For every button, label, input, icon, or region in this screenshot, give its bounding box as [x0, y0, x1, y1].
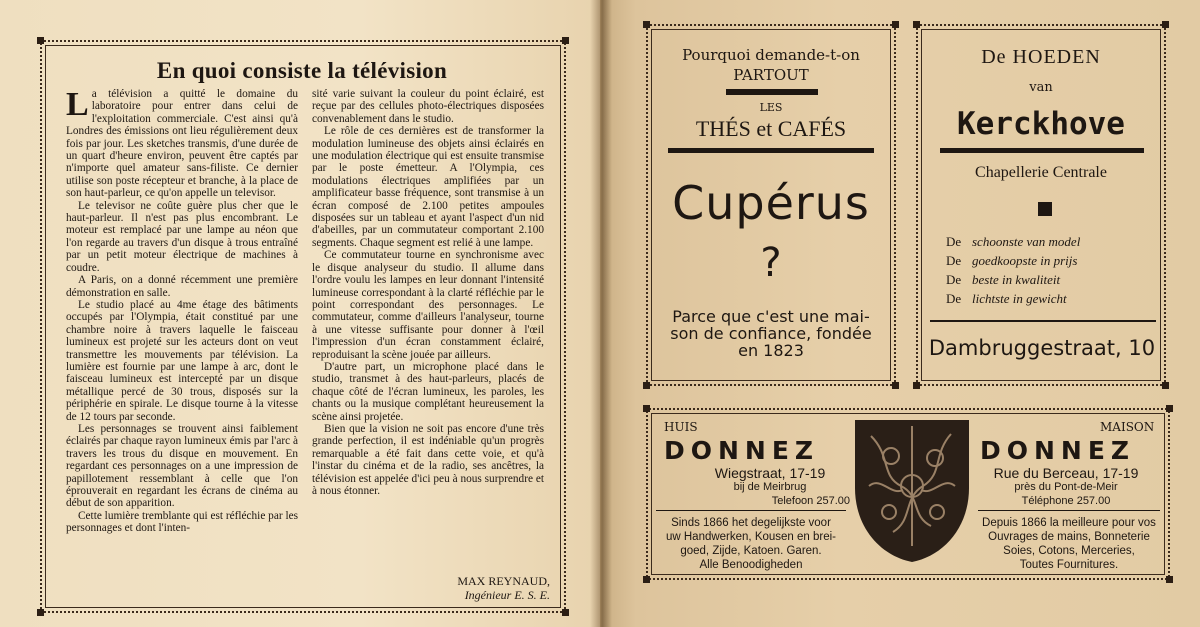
border-corner [37, 609, 44, 616]
cuperus-tagline: Parce que c'est une mai- son de confiance, fondée en 1823 [670, 307, 872, 360]
border-corner [913, 21, 920, 28]
cuperus-rule [726, 89, 818, 95]
border-corner [643, 382, 650, 389]
donnez-left-description: Sinds 1866 het degelijkste voor uw Handwerken, Kousen en brei- goed, Zijde, Katoen. Garen. Alle Benoodigheden [665, 517, 837, 571]
list-item: De beste in kwaliteit [946, 272, 1061, 287]
article-paragraph: Ce commutateur tourne en synchronisme avec le disque analyseur du studio. Il allume dans l'ordre voulu les lampes en leur donnant l'intensité lumineuse correspondant à la clarté réfléchie par le point correspondant des personnages. Le commutateur, comme d'ailleurs l'analyseur, tourne à une vitesse suffisante pour donner à l'œil l'impression d'un écran constamment éclairé, reproduisant la scène jouée par ailleurs. [312, 249, 544, 361]
border-corner [892, 382, 899, 389]
kerckhove-line-1: De HOEDEN [981, 46, 1101, 68]
article-title: En quoi consiste la télévision [156, 58, 448, 83]
list-item: De lichtste in gewicht [946, 291, 1067, 306]
border-corner [1162, 382, 1169, 389]
author-name: MAX REYNAUD, [457, 574, 550, 588]
kerckhove-subtitle: Chapellerie Centrale [975, 164, 1107, 181]
list-item: De goedkoopste in prijs [946, 253, 1078, 268]
border-corner [37, 37, 44, 44]
article-paragraph: sité varie suivant la couleur du point éclairé, est reçue par des cellules photo-électriques disposées convenablement dans le studio. [312, 88, 544, 125]
drop-cap: L [66, 86, 89, 123]
cuperus-line-4: THÉS et CAFÉS [695, 116, 847, 141]
article-paragraph: Le televisor ne coûte guère plus cher que le haut-parleur. Il n'est pas plus encombrant. Le moteur est remplacé par une lampe au néon que l'on regarde au travers d'un disque à trous entraîné par un petit moteur électrique de machines à coudre. [66, 199, 298, 274]
border-corner [643, 405, 650, 412]
kerckhove-line-2: van [1029, 80, 1053, 95]
article-paragraph: Le rôle de ces dernières est de transformer la modulation lumineuse des objets ainsi éclairés en une modulation électrique qui est ensuite transmise par le poste émetteur. A l'Olympia, ces modulations électriques amplifiées par un amplificateur basse fréquence, sont transmise à un écran composé de 2.100 petites ampoules disposées sur un tableau et ayant l'aspect d'un nid d'abeilles, par un commutateur comportant 2.100 segments. Chaque segment est relié à une lampe. [312, 125, 544, 249]
article-paragraph: Bien que la vision ne soit pas encore d'une très grande perfection, il est indéniable qu'un progrès remarquable a été fait dans cette voie, et qu'à l'instar du cinéma et de la radio, ses ancêtres, la télévision est appelée d'ici peu à nous surprendre et à nous étonner. [312, 422, 544, 497]
kerckhove-address: Dambruggestraat, 10 [928, 336, 1156, 360]
donnez-left-name: DONNEZ [664, 436, 820, 465]
kerckhove-qualities [946, 232, 1080, 308]
author-role: Ingénieur E. S. E. [464, 588, 550, 602]
cuperus-rule [668, 148, 874, 153]
border-corner [1162, 21, 1169, 28]
cuperus-line-3: LES [759, 101, 783, 114]
border-corner [913, 382, 920, 389]
border-corner [1166, 405, 1173, 412]
kerckhove-square [1038, 202, 1052, 216]
kerckhove-rule [940, 148, 1144, 153]
border-corner [562, 37, 569, 44]
article-paragraph: La télévision a quitté le domaine du laboratoire pour entrer dans celui de l'exploitation commerciale. C'est ainsi qu'à Londres des émissions ont lieu régulièrement deux fois par jour. Les sketches transmis, d'une durée de un quart d'heure environ, peuvent être captés par n'importe quel amateur sans-filiste. Ce dernier utilise son poste récepteur et branche, à la place de son haut-parleur, ce qu'on appelle un televisor. [66, 86, 298, 200]
border-corner [1166, 576, 1173, 583]
article-paragraph: D'autre part, un microphone placé dans le studio, transmet à des haut-parleurs, placés de chaque côté de l'écran lumineux, les paroles, les chants ou la musique complétant heureusement la scène ainsi projetée. [312, 360, 544, 423]
border-corner [562, 609, 569, 616]
article-column-2 [312, 88, 544, 497]
book-spine [590, 0, 612, 627]
ornament-emblem [851, 416, 973, 564]
donnez-right-address: Rue du Berceau, 17-19 près du Pont-de-Meir Téléphone 257.00 [993, 465, 1139, 507]
cuperus-line-1: Pourquoi demande-t-on [682, 46, 860, 64]
article-paragraph: Le studio placé au 4me étage des bâtiments occupés par l'Olympia, était constitué par une chambre noire à travers laquelle le faisceau lumineux est projeté sur les acteurs dont on veut transmettre les mouvements par télévision. La lumière est fournie par une lampe à arc, dont le faisceau lumineux est intercepté par un disque métallique percé de 30 trous, disposés sur la périphérie en spirale. Le disque tourne à la vitesse de 12 tours par seconde. [66, 298, 298, 423]
list-item: De schoonste van model [946, 234, 1081, 249]
border-corner [643, 21, 650, 28]
donnez-right-label: MAISON [1100, 420, 1155, 434]
donnez-right-name: DONNEZ [980, 436, 1136, 465]
kerckhove-rule [930, 320, 1156, 322]
article-column-1 [66, 88, 298, 535]
donnez-left-label: HUIS [664, 420, 698, 434]
cuperus-brand: Cupérus [672, 176, 870, 230]
article-paragraph: Cette lumière tremblante qui est réfléchie par les personnages et dont l'inten- [66, 509, 298, 535]
donnez-rule [978, 510, 1160, 511]
article-signature [400, 574, 550, 602]
cuperus-line-2: PARTOUT [733, 66, 809, 84]
donnez-left-address: Wiegstraat, 17-19 bij de Meirbrug Telefoon 257.00 [714, 465, 850, 507]
donnez-rule [656, 510, 846, 511]
article-paragraph: A Paris, on a donné récemment une première démonstration en salle. [66, 274, 298, 299]
article-paragraph: Les personnages se trouvent ainsi faiblement éclairés par chaque rayon lumineux émis par l'arc à travers les trous du disque en mouvement. En regardant ces personnages on a une impression de papillotement ressemblant à celle que l'on éprouverait en regardant les écrans de cinéma au début de son apparition. [66, 422, 298, 510]
kerckhove-brand: Kerckhove [957, 106, 1125, 142]
cuperus-question: ? [760, 240, 782, 286]
border-corner [643, 576, 650, 583]
border-corner [892, 21, 899, 28]
donnez-right-description: Depuis 1866 la meilleure pour vos Ouvrages de mains, Bonneterie Soies, Cotons, Merceries, Toutes Fournitures. [982, 517, 1156, 571]
